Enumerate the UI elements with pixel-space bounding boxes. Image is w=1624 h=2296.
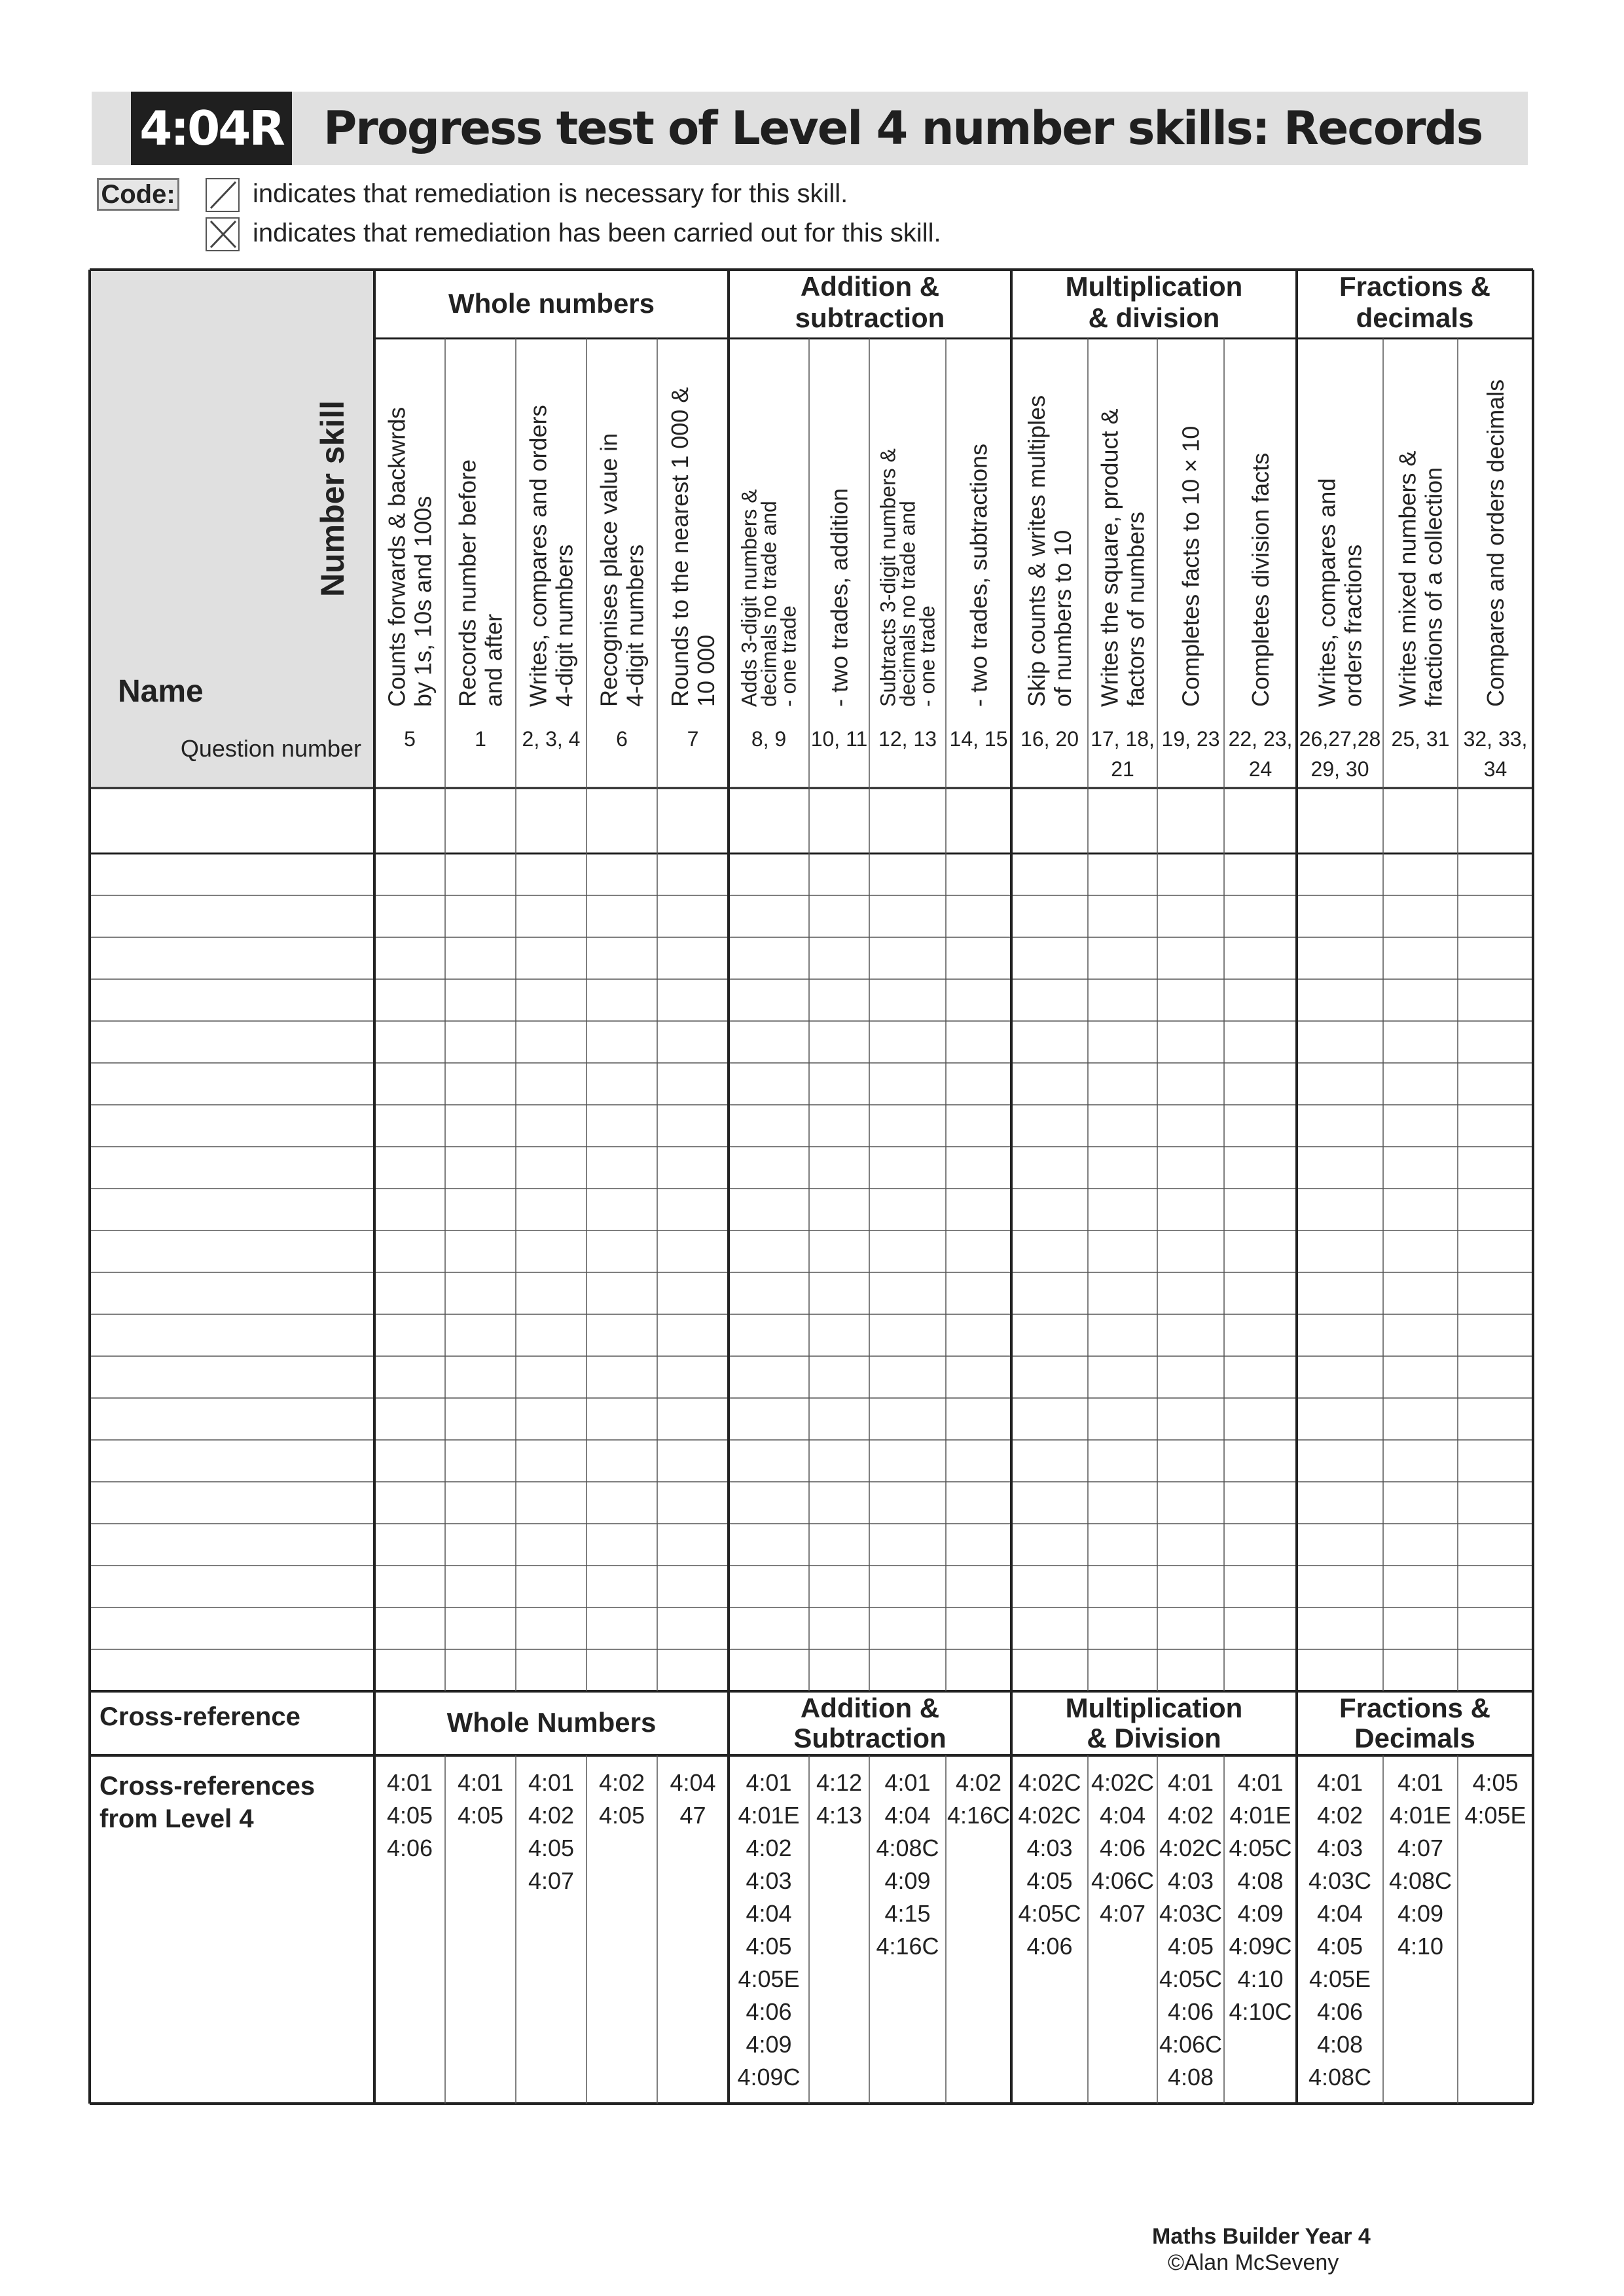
- cross-reference-group-label: Addition &: [800, 1693, 940, 1723]
- cross-reference-entry: 4:06: [1316, 1998, 1363, 2025]
- cross-reference-entry: 4:10: [1397, 1933, 1444, 1960]
- skill-label: fractions of a collection: [1420, 467, 1447, 707]
- cross-reference-entry: 4:12: [816, 1769, 863, 1796]
- question-number: 6: [616, 727, 628, 751]
- cross-reference-entry: 4:01: [1237, 1769, 1284, 1796]
- question-number: 32, 33,: [1463, 727, 1528, 751]
- cross-reference-entry: 4:04: [670, 1769, 716, 1796]
- skill-label: Completes division facts: [1247, 452, 1274, 707]
- skill-label: Recognises place value in: [595, 433, 623, 707]
- cross-reference-entry: 4:05E: [1308, 1965, 1371, 1992]
- cross-reference-entry: 4:05: [746, 1933, 792, 1960]
- question-number: 1: [475, 727, 486, 751]
- skill-label: Writes the square, product &: [1096, 408, 1123, 707]
- cross-reference-entry: 4:05: [1167, 1933, 1214, 1960]
- cross-reference-entry: 4:07: [528, 1867, 575, 1894]
- cross-reference-entry: 4:02C: [1018, 1769, 1081, 1796]
- question-number: 29, 30: [1310, 757, 1369, 781]
- cross-reference-entry: 4:01: [884, 1769, 931, 1796]
- cross-reference-entry: 4:02: [1167, 1802, 1214, 1829]
- skill-label: 4-digit numbers: [550, 544, 578, 707]
- question-number: 17, 18,: [1091, 727, 1155, 751]
- cross-reference-entry: 47: [679, 1802, 706, 1829]
- question-number-label: Question number: [180, 735, 361, 762]
- cross-reference-entry: 4:02: [955, 1769, 1002, 1796]
- skill-label: Skip counts & writes multiples: [1023, 395, 1051, 707]
- skill-label: Counts forwards & backwrds: [383, 406, 410, 707]
- skill-label: - two trades, subtractions: [965, 443, 992, 707]
- cross-reference-entry: 4:05C: [1159, 1965, 1223, 1992]
- legend-cross-text: indicates that remediation has been carried out for this skill.: [253, 219, 941, 247]
- question-number: 2, 3, 4: [522, 727, 581, 751]
- question-number: 21: [1111, 757, 1134, 781]
- question-number: 22, 23,: [1228, 727, 1293, 751]
- skill-label: Rounds to the nearest 1 000 &: [666, 387, 694, 707]
- cross-reference-entry: 4:02: [746, 1835, 792, 1861]
- skill-label: Completes facts to 10 × 10: [1177, 425, 1204, 707]
- legend-slash-text: indicates that remediation is necessary for this skill.: [253, 179, 848, 208]
- cross-reference-entry: 4:05: [598, 1802, 645, 1829]
- question-number: 25, 31: [1391, 727, 1450, 751]
- cross-reference-entry: 4:05C: [1018, 1900, 1081, 1927]
- question-number: 19, 23: [1161, 727, 1220, 751]
- skill-label: Compares and orders decimals: [1482, 379, 1509, 707]
- question-number: 5: [404, 727, 416, 751]
- skill-label: decimals no trade and: [757, 501, 781, 707]
- cross-reference-entry: 4:04: [746, 1900, 792, 1927]
- cross-reference-entry: 4:05: [457, 1802, 504, 1829]
- cross-reference-entry: 4:13: [816, 1802, 863, 1829]
- cross-reference-group-label: Subtraction: [793, 1723, 947, 1753]
- cross-reference-entry: 4:01: [1167, 1769, 1214, 1796]
- cross-reference-entry: 4:02C: [1018, 1802, 1081, 1829]
- cross-reference-entry: 4:07: [1099, 1900, 1146, 1927]
- cross-reference-entry: 4:06: [1167, 1998, 1214, 2025]
- cross-reference-entry: 4:09: [1237, 1900, 1284, 1927]
- group-header-label: Whole numbers: [448, 288, 655, 319]
- question-number: 7: [687, 727, 699, 751]
- cross-reference-entry: 4:06: [1026, 1933, 1073, 1960]
- skill-label: Subtracts 3-digit numbers &: [876, 448, 900, 707]
- cross-reference-entry: 4:05C: [1229, 1835, 1292, 1861]
- cross-reference-entry: 4:04: [1099, 1802, 1146, 1829]
- cross-reference-entry: 4:08C: [876, 1835, 939, 1861]
- question-number: 24: [1248, 757, 1272, 781]
- cross-reference-entry: 4:08: [1167, 2064, 1214, 2090]
- cross-reference-entry: 4:01: [528, 1769, 575, 1796]
- book-title: Maths Builder Year 4: [1152, 2224, 1371, 2249]
- cross-reference-entry: 4:09C: [1229, 1933, 1292, 1960]
- skill-label: Writes, compares and orders: [524, 404, 552, 707]
- name-label: Name: [118, 674, 204, 709]
- cross-reference-entry: 4:10: [1237, 1965, 1284, 1992]
- cross-reference-entry: 4:03: [746, 1867, 792, 1894]
- group-header-label: & division: [1088, 302, 1220, 333]
- cross-reference-group-label: & Division: [1087, 1723, 1221, 1753]
- cross-reference-entry: 4:04: [884, 1802, 931, 1829]
- cross-reference-entry: 4:03: [1167, 1867, 1214, 1894]
- cross-reference-entry: 4:03C: [1308, 1867, 1372, 1894]
- cross-reference-entry: 4:06: [1099, 1835, 1146, 1861]
- group-header-label: Fractions &: [1339, 271, 1491, 302]
- cross-reference-entry: 4:06: [746, 1998, 792, 2025]
- worksheet-code: 4:04R: [131, 92, 292, 165]
- cross-reference-entry: 4:08: [1237, 1867, 1284, 1894]
- number-skill-label: Number skill: [314, 400, 351, 597]
- skill-label: orders fractions: [1339, 544, 1367, 707]
- cross-reference-entry: 4:06: [386, 1835, 433, 1861]
- cross-reference-group-label: Fractions &: [1339, 1693, 1491, 1723]
- cross-reference-entry: 4:08C: [1308, 2064, 1372, 2090]
- cross-reference-entry: 4:05: [1472, 1769, 1519, 1796]
- skill-label: decimals no trade and: [895, 501, 920, 707]
- cross-reference-entry: 4:09C: [737, 2064, 801, 2090]
- cross-reference-entry: 4:15: [884, 1900, 931, 1927]
- cross-references-label: from Level 4: [99, 1804, 254, 1833]
- cross-reference-entry: 4:06C: [1091, 1867, 1155, 1894]
- cross-reference-entry: 4:01: [386, 1769, 433, 1796]
- cross-reference-entry: 4:05: [528, 1835, 575, 1861]
- cross-reference-entry: 4:16C: [876, 1933, 939, 1960]
- cross-reference-entry: 4:01E: [738, 1802, 800, 1829]
- cross-reference-entry: 4:03C: [1159, 1900, 1223, 1927]
- cross-reference-entry: 4:03: [1026, 1835, 1073, 1861]
- cross-reference-entry: 4:04: [1316, 1900, 1363, 1927]
- cross-reference-group-label: Decimals: [1354, 1723, 1475, 1753]
- page-title: Progress test of Level 4 number skills: Records: [323, 101, 1483, 155]
- cross-reference-entry: 4:08C: [1388, 1867, 1453, 1894]
- question-number: 34: [1483, 757, 1507, 781]
- cross-reference-entry: 4:09: [884, 1867, 931, 1894]
- skill-label: Records number before: [454, 459, 481, 707]
- group-header-label: Addition &: [800, 271, 940, 302]
- cross-reference-entry: 4:08: [1316, 2031, 1363, 2058]
- cross-reference-group-label: Whole Numbers: [446, 1707, 657, 1738]
- skill-label: Writes, compares and: [1313, 478, 1341, 707]
- skill-label: and after: [480, 613, 507, 707]
- cross-reference-entry: 4:02C: [1091, 1769, 1155, 1796]
- cross-reference-entry: 4:06C: [1159, 2031, 1223, 2058]
- skill-label: - one trade: [776, 605, 801, 707]
- group-header-label: subtraction: [795, 302, 945, 333]
- question-number: 16, 20: [1020, 727, 1079, 751]
- cross-reference-entry: 4:01: [1397, 1769, 1444, 1796]
- question-number: 10, 11: [810, 727, 868, 751]
- group-header-label: decimals: [1356, 302, 1474, 333]
- skill-label: by 1s, 10s and 100s: [409, 495, 437, 707]
- code-label: Code:: [97, 178, 179, 211]
- cross-reference-entry: 4:09: [746, 2031, 792, 2058]
- cross-reference-entry: 4:02C: [1159, 1835, 1223, 1861]
- question-number: 12, 13: [878, 727, 937, 751]
- cross-reference-entry: 4:03: [1316, 1835, 1363, 1861]
- cross-reference-label: Cross-reference: [99, 1702, 300, 1731]
- cross-reference-entry: 4:05: [1026, 1867, 1073, 1894]
- skill-label: Writes mixed numbers &: [1394, 450, 1421, 707]
- cross-reference-entry: 4:01E: [1389, 1802, 1452, 1829]
- cross-reference-entry: 4:02: [598, 1769, 645, 1796]
- question-number: 14, 15: [949, 727, 1008, 751]
- cross-reference-entry: 4:05: [1316, 1933, 1363, 1960]
- cross-references-label: Cross-references: [99, 1772, 316, 1801]
- cross-reference-entry: 4:02: [528, 1802, 575, 1829]
- cross-reference-entry: 4:05E: [738, 1965, 800, 1992]
- skill-label: 10 000: [693, 634, 720, 707]
- cross-reference-group-label: Multiplication: [1065, 1693, 1243, 1723]
- cross-reference-entry: 4:16C: [947, 1802, 1011, 1829]
- skill-label: Adds 3-digit numbers &: [737, 489, 761, 707]
- skill-label: factors of numbers: [1122, 511, 1149, 707]
- question-number: 8, 9: [751, 727, 787, 751]
- skill-label: 4-digit numbers: [621, 544, 649, 707]
- skill-label: of numbers to 10: [1049, 529, 1077, 707]
- cross-reference-entry: 4:01: [457, 1769, 504, 1796]
- cross-reference-entry: 4:02: [1316, 1802, 1363, 1829]
- cross-reference-entry: 4:07: [1397, 1835, 1444, 1861]
- cross-reference-entry: 4:01: [1316, 1769, 1363, 1796]
- skill-label: - one trade: [915, 605, 939, 707]
- cross-reference-entry: 4:05: [386, 1802, 433, 1829]
- cross-reference-entry: 4:05E: [1464, 1802, 1526, 1829]
- author-credit: ©Alan McSeveny: [1168, 2250, 1339, 2275]
- cross-reference-entry: 4:01E: [1229, 1802, 1291, 1829]
- cross-reference-entry: 4:01: [746, 1769, 792, 1796]
- group-header-label: Multiplication: [1065, 271, 1243, 302]
- cross-reference-entry: 4:10C: [1229, 1998, 1292, 2025]
- skill-label: - two trades, addition: [825, 488, 853, 707]
- question-number: 26,27,28: [1299, 727, 1381, 751]
- cross-reference-entry: 4:09: [1397, 1900, 1444, 1927]
